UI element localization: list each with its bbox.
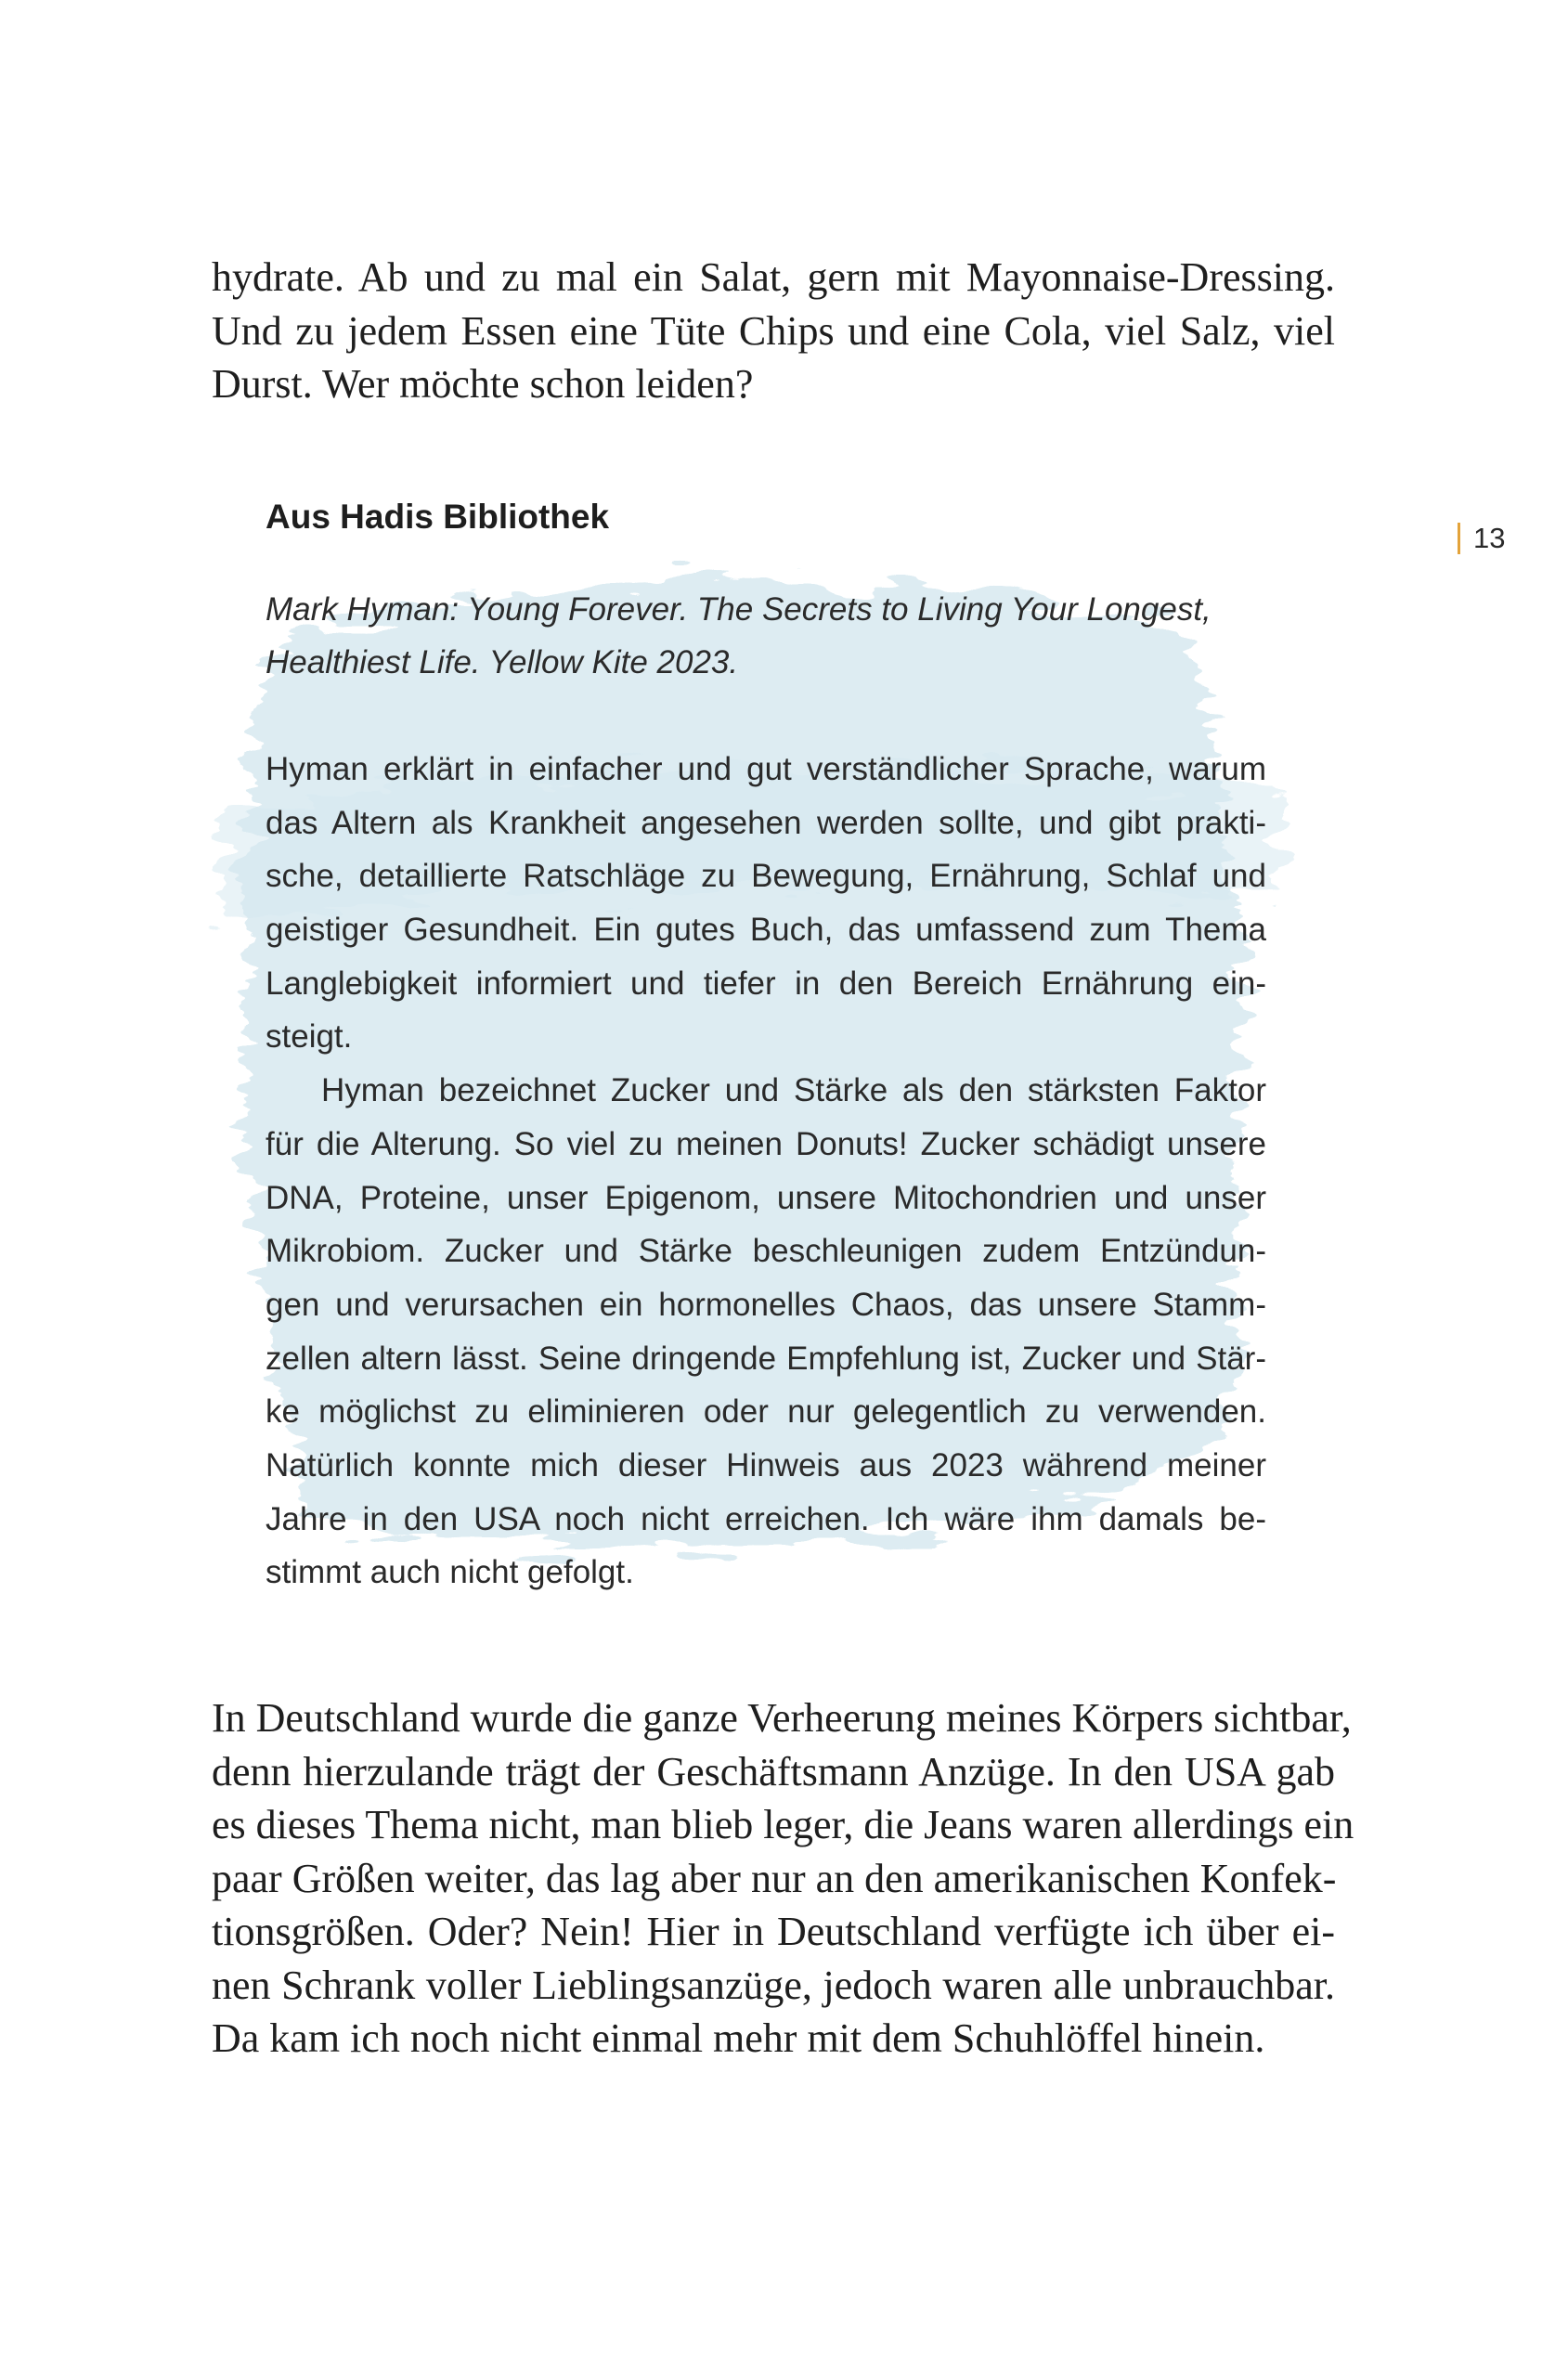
reference-line: Healthiest Life. Yellow Kite 2023. — [266, 644, 739, 680]
box-text-line: DNA, Proteine, unser Epigenom, unsere Mitochondrien und unser — [266, 1179, 1266, 1216]
box-text-line: das Altern als Krankheit angesehen werden sollte, und gibt prakti- — [266, 804, 1266, 841]
paragraph-line: Da kam ich noch nicht einmal mehr mit dem Schuhlöffel hinein. — [212, 2015, 1265, 2061]
box-text-line: sche, detaillierte Ratschläge zu Bewegung, Ernährung, Schlaf und — [266, 858, 1266, 895]
box-text-line: Hyman erklärt in einfacher und gut verständlicher Sprache, warum — [266, 751, 1266, 787]
box-heading: Aus Hadis Bibliothek — [266, 498, 610, 536]
box-text-line: steigt. — [266, 1018, 353, 1056]
paragraph-line: Durst. Wer möchte schon leiden? — [212, 361, 754, 407]
paragraph-line: denn hierzulande trägt der Geschäftsmann Anzüge. In den USA gab — [212, 1748, 1335, 1794]
page-number-text: 13 — [1473, 522, 1506, 554]
page-number — [1458, 520, 1505, 557]
paragraph-line: paar Größen weiter, das lag aber nur an den amerikanischen Konfek- — [212, 1855, 1337, 1901]
paragraph-line: hydrate. Ab und zu mal ein Salat, gern mit Mayonnaise-Dressing. — [212, 254, 1335, 300]
page-number-accent-bar — [1458, 523, 1460, 554]
box-text-line: Hyman bezeichnet Zucker und Stärke als den stärksten Faktor — [321, 1072, 1266, 1109]
box-text-line: gen und verursachen ein hormonelles Chaos, das unsere Stamm- — [266, 1286, 1266, 1323]
box-text-line: für die Alterung. So viel zu meinen Donuts! Zucker schädigt unsere — [266, 1125, 1266, 1162]
box-text — [266, 743, 1266, 1600]
book-reference — [266, 583, 1296, 689]
box-text-line: Jahre in den USA noch nicht erreichen. Ich wäre ihm damals be- — [266, 1500, 1266, 1537]
box-text-line: ke möglichst zu eliminieren oder nur gelegentlich zu verwenden. — [266, 1393, 1266, 1431]
paragraph-line: Und zu jedem Essen eine Tüte Chips und eine Cola, viel Salz, viel — [212, 307, 1335, 354]
top-paragraph — [212, 251, 1335, 411]
paragraph-line: In Deutschland wurde die ganze Verheerung meines Körpers sichtbar, — [212, 1695, 1352, 1741]
box-text-line: geistiger Gesundheit. Ein gutes Buch, das umfassend zum Thema — [266, 912, 1266, 949]
paragraph-line: nen Schrank voller Lieblingsanzüge, jedoch waren alle unbrauchbar. — [212, 1962, 1335, 2008]
box-text-line: zellen altern lässt. Seine dringende Empfehlung ist, Zucker und Stär- — [266, 1340, 1266, 1377]
box-text-line: Langlebigkeit informiert und tiefer in den Bereich Ernährung ein- — [266, 965, 1266, 1002]
paragraph-line: es dieses Thema nicht, man blieb leger, die Jeans waren allerdings ein — [212, 1802, 1354, 1847]
bottom-paragraph — [212, 1691, 1354, 2066]
reference-line: Mark Hyman: Young Forever. The Secrets to Living Your Longest, — [266, 591, 1212, 628]
box-text-line: Natürlich konnte mich dieser Hinweis aus 2023 während meiner — [266, 1446, 1266, 1483]
box-text-line: Mikrobiom. Zucker und Stärke beschleunigen zudem Entzündun- — [266, 1233, 1266, 1270]
paragraph-line: tionsgrößen. Oder? Nein! Hier in Deutschland verfügte ich über ei- — [212, 1909, 1335, 1954]
box-text-line: stimmt auch nicht gefolgt. — [266, 1554, 634, 1591]
